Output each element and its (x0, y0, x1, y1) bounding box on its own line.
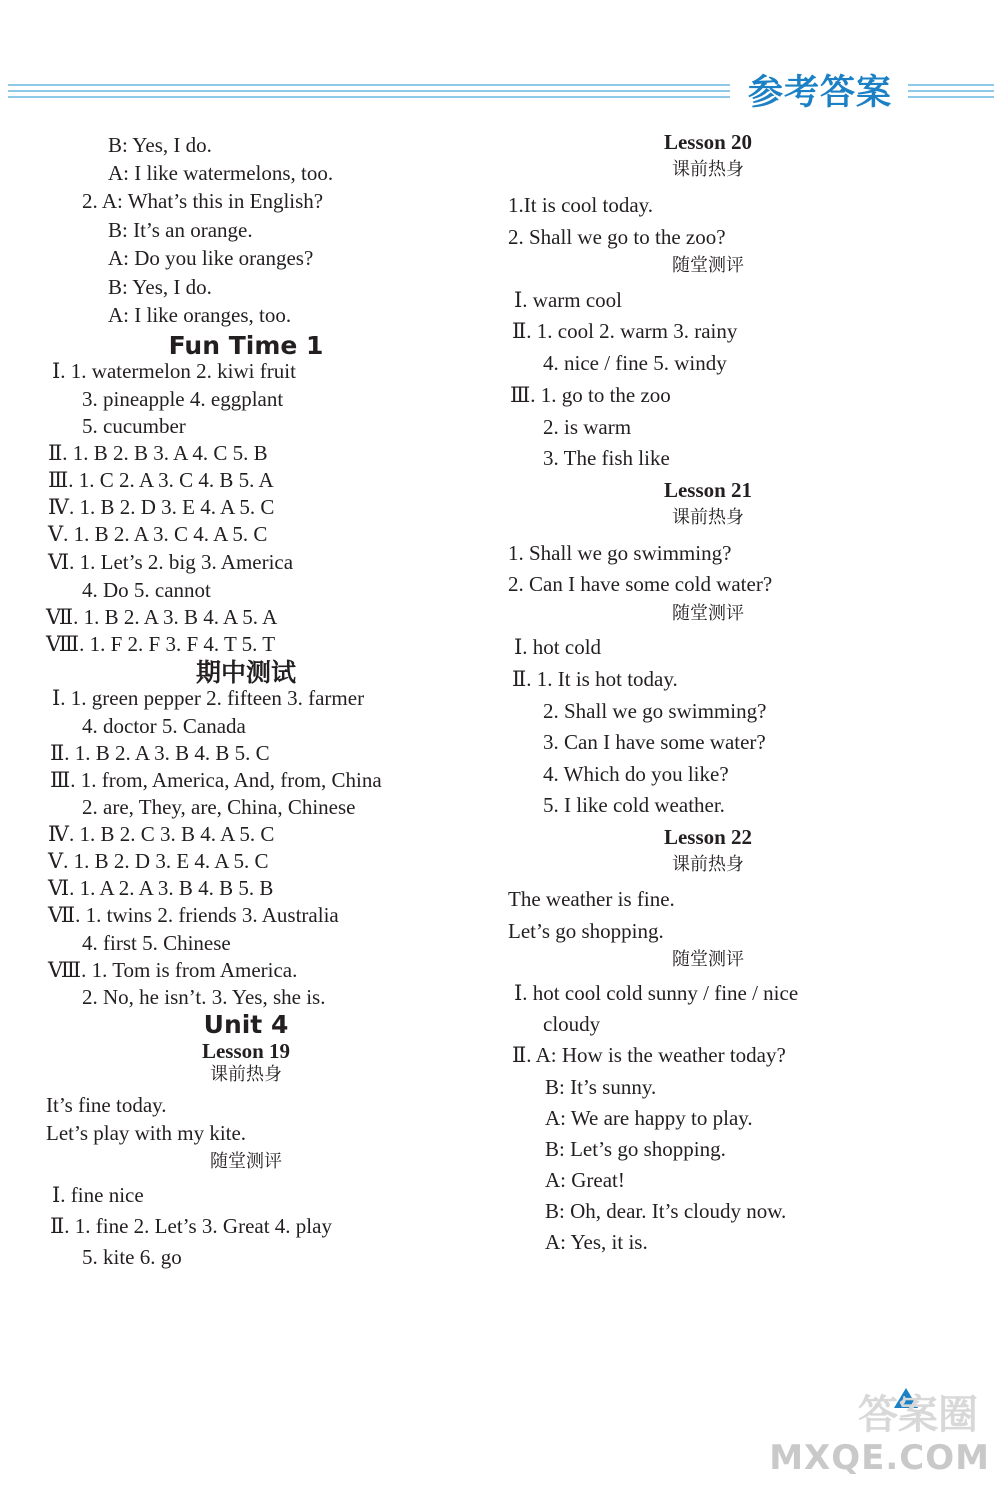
text-line: A: Do you like oranges? (108, 246, 314, 270)
subheading-test: 随堂测评 (672, 949, 744, 970)
text-line: B: Yes, I do. (108, 275, 212, 299)
subheading-warmup: 课前热身 (210, 1064, 282, 1085)
header-rule-3 (8, 96, 730, 98)
answer-line: Ⅰ. 1. watermelon 2. kiwi fruit (52, 359, 296, 383)
answer-line: 5. cucumber (82, 414, 186, 438)
section-title-fun-time: Fun Time 1 (168, 331, 324, 360)
answer-line: Ⅱ. 1. cool 2. warm 3. rainy (512, 319, 738, 343)
answer-line: Ⅷ. 1. F 2. F 3. F 4. T 5. T (46, 632, 276, 656)
header-rule-5 (908, 90, 994, 92)
lesson-title: Lesson 19 (201, 1039, 291, 1063)
subheading-warmup: 课前热身 (672, 159, 744, 180)
answer-line: Ⅶ. 1. B 2. A 3. B 4. A 5. A (46, 605, 278, 629)
text-line: A: I like watermelons, too. (108, 161, 334, 185)
text-line: B: Yes, I do. (108, 133, 212, 157)
answer-line: Ⅰ. fine nice (52, 1183, 144, 1207)
answer-line: 4. first 5. Chinese (82, 931, 231, 955)
answer-line: Ⅴ. 1. B 2. D 3. E 4. A 5. C (48, 849, 269, 873)
lesson-title: Lesson 22 (663, 825, 753, 849)
answer-line: Ⅴ. 1. B 2. A 3. C 4. A 5. C (48, 522, 268, 546)
answer-line: A: Great! (545, 1168, 625, 1192)
answer-line: 3. The fish like (543, 446, 670, 470)
site-watermark (769, 1388, 990, 1478)
text-line: 1.It is cool today. (508, 193, 654, 217)
text-line: 1. Shall we go swimming? (508, 541, 732, 565)
answer-line: Ⅳ. 1. B 2. C 3. B 4. A 5. C (48, 822, 275, 846)
answer-line: 4. Do 5. cannot (82, 578, 211, 602)
answer-line: Ⅲ. 1. go to the zoo (510, 383, 671, 407)
text-line: The weather is fine. (508, 887, 675, 911)
section-title-midterm: 期中测试 (195, 658, 296, 687)
answer-line: 4. nice / fine 5. windy (543, 351, 727, 375)
watermark-url: MXQE.COM (769, 1438, 990, 1478)
answer-line: Ⅱ. 1. It is hot today. (512, 667, 678, 691)
answer-line: Ⅰ. warm cool (514, 288, 623, 312)
answer-line: Ⅱ. 1. B 2. A 3. B 4. B 5. C (50, 741, 270, 765)
subheading-test: 随堂测评 (672, 255, 744, 276)
answer-line: 3. Can I have some water? (543, 730, 766, 754)
answer-line: Ⅰ. hot cold (514, 635, 602, 659)
answer-line: B: Oh, dear. It’s cloudy now. (545, 1199, 787, 1223)
answer-line: Ⅱ. A: How is the weather today? (512, 1043, 786, 1067)
answer-line: 2. is warm (543, 415, 632, 439)
answer-line: 2. are, They, are, China, Chinese (82, 795, 356, 819)
answer-line: Ⅰ. hot cool cold sunny / fine / nice (514, 981, 799, 1005)
text-line: 2. Can I have some cold water? (508, 572, 773, 596)
header-title: 参考答案 (747, 73, 892, 113)
section-title-unit4: Unit 4 (203, 1010, 289, 1039)
subheading-test: 随堂测评 (672, 603, 744, 624)
answer-line: Ⅳ. 1. B 2. D 3. E 4. A 5. C (48, 495, 275, 519)
subheading-test: 随堂测评 (210, 1151, 282, 1172)
header-rule-4 (908, 84, 994, 86)
text-line: B: It’s an orange. (108, 218, 253, 242)
text-line: A: I like oranges, too. (108, 303, 292, 327)
answer-line: Ⅷ. 1. Tom is from America. (48, 958, 298, 982)
answer-line: B: It’s sunny. (545, 1075, 657, 1099)
answer-line: 4. Which do you like? (543, 762, 729, 786)
text-line: Let’s play with my kite. (46, 1121, 247, 1145)
answer-line: Ⅵ. 1. Let’s 2. big 3. America (48, 550, 294, 574)
lesson-title: Lesson 21 (663, 478, 753, 502)
answer-line: A: We are happy to play. (545, 1106, 753, 1130)
text-line: 2. Shall we go to the zoo? (508, 225, 726, 249)
text-line: It’s fine today. (46, 1093, 167, 1117)
answer-line: Ⅱ. 1. B 2. B 3. A 4. C 5. B (48, 441, 268, 465)
page-header (0, 60, 1000, 120)
answer-line: 4. doctor 5. Canada (82, 714, 246, 738)
answer-line: Ⅵ. 1. A 2. A 3. B 4. B 5. B (48, 876, 274, 900)
answer-line: Ⅲ. 1. from, America, And, from, China (50, 768, 382, 792)
answer-line: 2. No, he isn’t. 3. Yes, she is. (82, 985, 326, 1009)
answer-line: Ⅱ. 1. fine 2. Let’s 3. Great 4. play (50, 1214, 332, 1238)
subheading-warmup: 课前热身 (672, 507, 744, 528)
answer-line: B: Let’s go shopping. (545, 1137, 726, 1161)
subheading-warmup: 课前热身 (672, 854, 744, 875)
header-rule-6 (908, 96, 994, 98)
text-line: Let’s go shopping. (508, 919, 664, 943)
answer-line: 5. I like cold weather. (543, 793, 725, 817)
lesson-title: Lesson 20 (663, 130, 753, 154)
text-line: 2. A: What’s this in English? (82, 189, 324, 213)
watermark-logo-text: 答案圈 (858, 1392, 978, 1438)
answer-line: 3. pineapple 4. eggplant (82, 387, 284, 411)
answer-line: Ⅰ. 1. green pepper 2. fifteen 3. farmer (52, 686, 365, 710)
header-rule-2 (8, 90, 730, 92)
answer-line: 5. kite 6. go (82, 1245, 182, 1269)
answer-line: Ⅶ. 1. twins 2. friends 3. Australia (48, 903, 339, 927)
answer-line: cloudy (543, 1012, 601, 1036)
header-rule-1 (8, 84, 730, 86)
answer-line: A: Yes, it is. (545, 1230, 648, 1254)
answer-line: 2. Shall we go swimming? (543, 699, 767, 723)
answer-line: Ⅲ. 1. C 2. A 3. C 4. B 5. A (48, 468, 274, 492)
